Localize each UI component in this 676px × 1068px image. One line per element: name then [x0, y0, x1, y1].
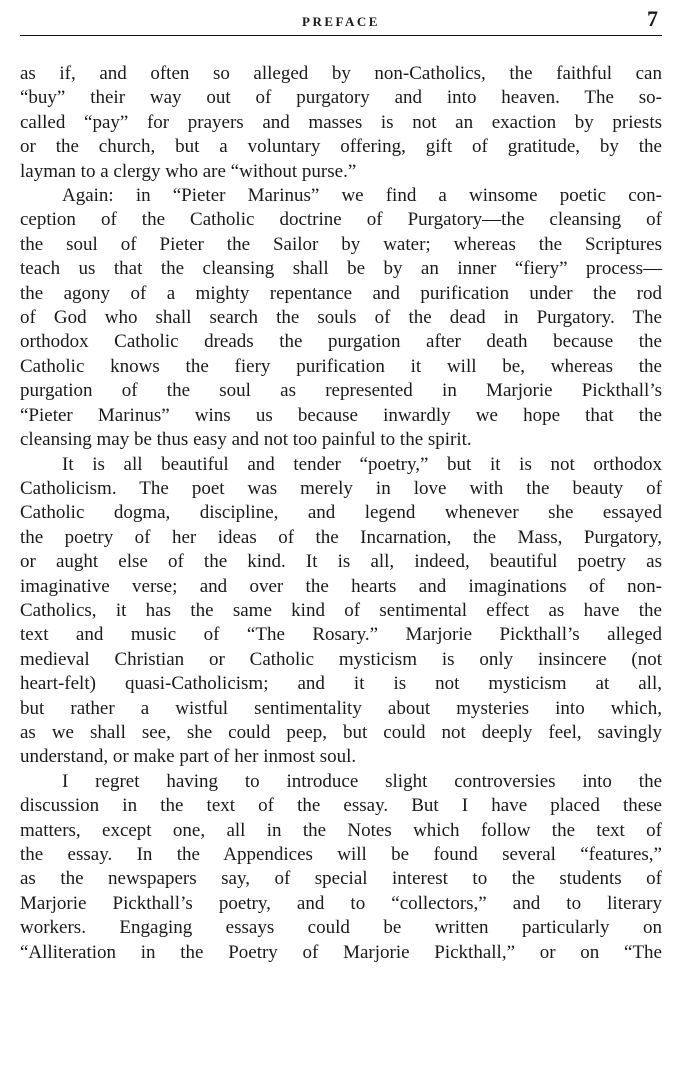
text-line: Again: in “Pieter Marinus” we find a winsome poetic con- — [62, 185, 662, 207]
text-line: Catholic dogma, discipline, and legend whenever she essayed — [20, 502, 662, 524]
text-line: Catholics, it has the same kind of sentimental effect as have the — [20, 599, 662, 621]
text-line: “buy” their way out of purgatory and into heaven. The so- — [20, 87, 662, 109]
text-line: the soul of Pieter the Sailor by water; whereas the Scriptures — [20, 233, 662, 255]
text-line: of God who shall search the souls of the dead in Purgatory. The — [20, 307, 662, 329]
page-number: 7 — [647, 6, 658, 31]
text-line: medieval Christian or Catholic mysticism is only insincere (not — [20, 648, 662, 670]
text-line: workers. Engaging essays could be written particularly on — [20, 917, 662, 939]
text-line: Marjorie Pickthall’s poetry, and to “collectors,” and to literary — [20, 892, 662, 914]
text-line: “Pieter Marinus” wins us because inwardly we hope that the — [20, 404, 662, 426]
text-line: text and music of “The Rosary.” Marjorie Pickthall’s alleged — [20, 624, 662, 646]
text-line: but rather a wistful sentimentality about mysteries into which, — [20, 697, 662, 719]
text-line: It is all beautiful and tender “poetry,” but it is not orthodox — [62, 453, 662, 475]
running-head-title: PREFACE — [302, 14, 380, 29]
paragraph — [20, 453, 662, 770]
text-line: purgation of the soul as represented in Marjorie Pickthall’s — [20, 380, 662, 402]
text-line: orthodox Catholic dreads the purgation after death because the — [20, 331, 662, 353]
text-line: discussion in the text of the essay. But I have placed these — [20, 795, 662, 817]
text-line: or the church, but a voluntary offering, gift of gratitude, by the — [20, 136, 662, 158]
text-line: the essay. In the Appendices will be found several “features,” — [20, 844, 662, 865]
body-text — [20, 62, 662, 965]
text-line: the agony of a mighty repentance and purification under the rod — [20, 282, 662, 304]
text-line: Catholicism. The poet was merely in love with the beauty of — [20, 477, 662, 499]
text-line: teach us that the cleansing shall be by an inner “fiery” process— — [20, 258, 662, 280]
paragraph — [20, 184, 662, 452]
text-line: called “pay” for prayers and masses is not an exaction by priests — [20, 111, 662, 133]
text-line: matters, except one, all in the Notes which follow the text of — [20, 819, 662, 841]
text-line: heart-felt) quasi-Catholicism; and it is not mysticism at all, — [20, 673, 662, 695]
text-line: I regret having to introduce slight controversies into the — [62, 770, 662, 792]
paragraph — [20, 62, 662, 184]
paragraph — [20, 770, 662, 965]
text-line: cleansing may be thus easy and not too painful to the spirit. — [20, 429, 472, 451]
text-line: or aught else of the kind. It is all, indeed, beautiful poetry as — [20, 551, 662, 573]
text-line: Catholic knows the fiery purification it will be, whereas the — [20, 355, 662, 377]
header-rule — [20, 35, 662, 36]
text-line: understand, or make part of her inmost soul. — [20, 746, 357, 768]
running-head — [20, 4, 662, 36]
text-line: the poetry of her ideas of the Incarnation, the Mass, Purgatory, — [20, 526, 662, 548]
text-line: layman to a clergy who are “without purse.” — [20, 160, 357, 182]
text-line: as if, and often so alleged by non-Catholics, the faithful can — [20, 63, 662, 84]
text-line: as we shall see, she could peep, but could not deeply feel, savingly — [20, 721, 662, 743]
text-line: ception of the Catholic doctrine of Purgatory—the cleansing of — [20, 209, 662, 231]
text-line: as the newspapers say, of special interest to the students of — [20, 868, 662, 890]
text-line: imaginative verse; and over the hearts and imaginations of non- — [20, 575, 662, 597]
text-line: “Alliteration in the Poetry of Marjorie Pickthall,” or on “The — [20, 941, 662, 963]
